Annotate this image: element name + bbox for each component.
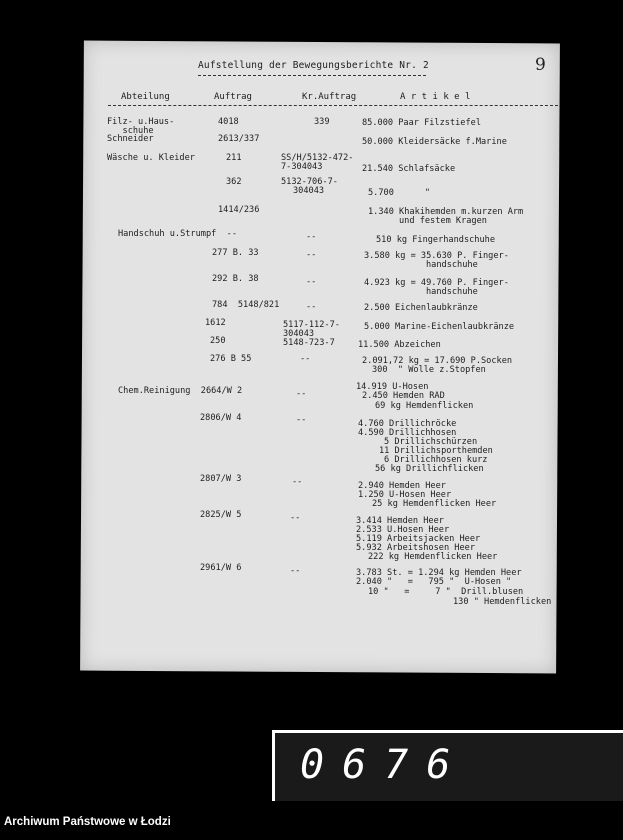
document-line: 1414/236 <box>218 205 260 215</box>
document-line: 304043 <box>283 329 315 339</box>
document-line: 5.932 Arbeitshosen Heer <box>356 543 475 553</box>
document-line: 1.340 Khakihemden m.kurzen Arm <box>368 207 524 217</box>
document-line: -- <box>306 277 317 287</box>
document-line: 5.119 Arbeitsjacken Heer <box>356 534 481 544</box>
page-number: 9 <box>535 55 546 75</box>
document-line: 3.414 Hemden Heer <box>356 516 444 526</box>
document-line: 304043 <box>293 186 325 196</box>
document-line: 4.760 Drillichröcke <box>358 419 457 429</box>
document-line: 7-304043 <box>281 162 323 172</box>
document-line: 4.590 Drillichhosen <box>358 428 457 438</box>
document-line: 222 kg Hemdenflicken Heer <box>368 552 498 562</box>
document-line: 784 5148/821 <box>212 300 280 310</box>
document-line: -- <box>290 566 301 576</box>
document-line: 5 Drillichschürzen <box>384 437 478 447</box>
document-line: 5117-112-7- <box>283 320 340 330</box>
document-line: 21.540 Schlafsäcke <box>362 164 456 174</box>
header-abteilung: Abteilung <box>121 92 170 102</box>
document-line: handschuhe <box>426 260 478 270</box>
title-underline <box>198 75 426 76</box>
document-line: -- <box>292 477 303 487</box>
document-line: Schneider <box>107 134 154 144</box>
document-line: 10 " = 7 " Drill.blusen <box>368 587 524 597</box>
document-line: -- <box>306 232 317 242</box>
document-line: 56 kg Drillichflicken <box>375 464 484 474</box>
document-line: 6 Drillichhosen kurz <box>384 455 488 465</box>
document-line: 1.250 U-Hosen Heer <box>358 490 452 500</box>
document-line: 11 Drillichsporthemden <box>379 446 493 456</box>
document-line: -- <box>290 513 301 523</box>
document-line: schuhe <box>107 126 154 136</box>
document-line: 276 B 55 <box>210 354 252 364</box>
document-line: 211 <box>226 153 242 163</box>
document-line: -- <box>300 354 311 364</box>
document-line: Handschuh u.Strumpf -- <box>118 229 237 239</box>
document-line: Wäsche u. Kleider <box>107 153 195 163</box>
document-line: 3.580 kg = 35.630 P. Finger- <box>364 251 509 261</box>
document-line: 69 kg Hemdenflicken <box>375 401 474 411</box>
document-line: 2.940 Hemden Heer <box>358 481 446 491</box>
document-line: 2807/W 3 <box>200 474 242 484</box>
header-auftrag: Auftrag <box>214 92 252 102</box>
document-line: 339 <box>314 117 330 127</box>
header-artikel: A r t i k e l <box>400 92 471 102</box>
document-line: -- <box>296 389 307 399</box>
document-line: 4.923 kg = 49.760 P. Finger- <box>364 278 509 288</box>
reel-number: 0676 <box>300 742 469 788</box>
document-line: 3.783 St. = 1.294 kg Hemden Heer <box>356 568 522 578</box>
document-line: 25 kg Hemdenflicken Heer <box>372 499 497 509</box>
document-line: 2.450 Hemden RAD <box>362 391 445 401</box>
document-line: 510 kg Fingerhandschuhe <box>376 235 495 245</box>
document-line: 300 " Wolle z.Stopfen <box>372 365 486 375</box>
document-line: 2806/W 4 <box>200 413 242 423</box>
document-line: 2.040 " = 795 " U-Hosen " <box>356 577 512 587</box>
document-line: 5.700 " <box>368 188 431 198</box>
document-line: 5.000 Marine-Eichenlaubkränze <box>364 322 515 332</box>
document-line: 250 <box>210 336 226 346</box>
document-line: 2961/W 6 <box>200 563 242 573</box>
document-line: Filz- u.Haus- <box>107 117 175 127</box>
document-line: 277 B. 33 <box>212 248 259 258</box>
document-line: 5132-706-7- <box>281 177 338 187</box>
document-line: Chem.Reinigung 2664/W 2 <box>118 386 243 396</box>
document-line: 2825/W 5 <box>200 510 242 520</box>
document-line: 2.091,72 kg = 17.690 P.Socken <box>362 356 513 366</box>
document-line: 50.000 Kleidersäcke f.Marine <box>362 137 507 147</box>
document-line: und festem Kragen <box>399 216 487 226</box>
document-title: Aufstellung der Bewegungsberichte Nr. 2 <box>198 60 429 71</box>
document-line: 11.500 Abzeichen <box>358 340 441 350</box>
document-line: 4018 <box>218 117 239 127</box>
document-line: SS/H/5132-472- <box>281 153 354 163</box>
document-line: 1612 <box>205 318 226 328</box>
document-line: 2.533 U.Hosen Heer <box>356 525 450 535</box>
document-line: 292 B. 38 <box>212 274 259 284</box>
document-line: 130 " Hemdenflicken <box>453 597 552 607</box>
header-kr-auftrag: Kr.Auftrag <box>302 92 357 102</box>
document-line: -- <box>306 250 317 260</box>
document-line: -- <box>306 302 317 312</box>
header-underline <box>108 105 558 106</box>
document-line: 14.919 U-Hosen <box>356 382 429 392</box>
archive-name: Archiwum Państwowe w Łodzi <box>4 816 171 828</box>
document-line: 2.500 Eichenlaubkränze <box>364 303 478 313</box>
footer-bar <box>0 808 623 840</box>
document-line: 85.000 Paar Filzstiefel <box>362 118 481 128</box>
document-line: handschuhe <box>426 287 478 297</box>
document-line: 2613/337 <box>218 134 260 144</box>
document-line: -- <box>296 415 307 425</box>
document-line: 362 <box>226 177 242 187</box>
document-line: 5148-723-7 <box>283 338 335 348</box>
